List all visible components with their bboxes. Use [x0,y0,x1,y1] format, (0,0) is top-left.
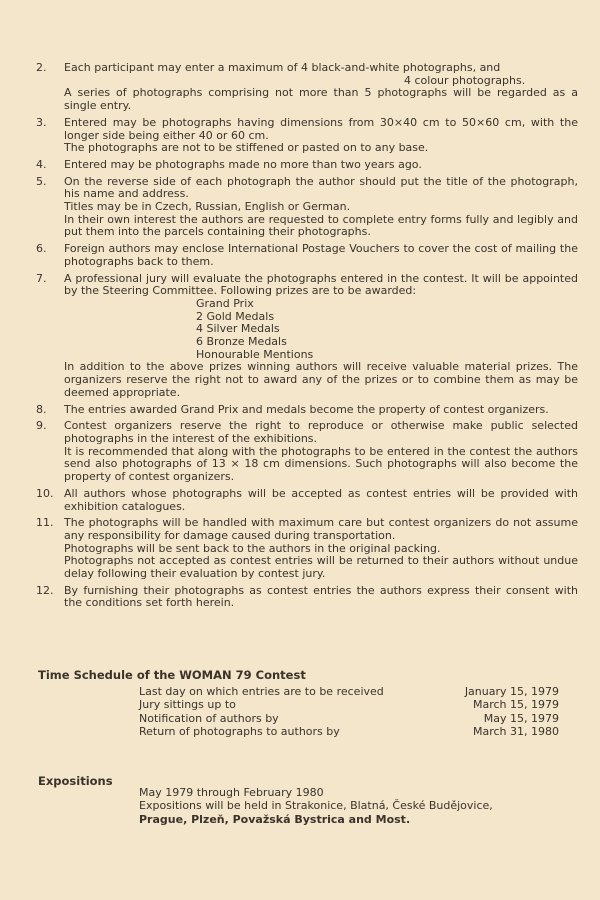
rule-7 [36,273,578,400]
rule-text: Contest organizers reserve the right to reproduce or otherwise make public selected photographs in the interest of the exhibitions. [64,419,578,445]
expositions-block [139,786,579,826]
rule-text: Photographs not accepted as contest entries will be returned to their authors without undue delay following their evaluation by contest jury. [64,554,578,581]
schedule-row [139,725,559,738]
schedule-row [139,712,559,725]
expositions-places: Prague, Plzeň, Považská Bystrica and Most. [139,812,411,826]
rule-4 [36,159,578,172]
rule-number: 2. [36,61,47,74]
rule-text: Each participant may enter a maximum of 4 black-and-white photographs, and [64,61,501,74]
rule-text: 4 colour photographs. [404,73,526,87]
rule-10 [36,488,578,513]
schedule-date: March 15, 1979 [472,698,559,712]
schedule-table [139,685,559,738]
rule-text: Photographs will be sent back to the authors in the original packing. [64,541,441,555]
rule-5 [36,176,578,240]
rule-text: A series of photographs comprising not more than 5 photographs will be regarded as a single entry. [64,86,578,113]
rule-text: The entries awarded Grand Prix and medals become the property of contest organizers. [64,402,549,416]
rule-number: 9. [36,419,47,433]
prize-item: Grand Prix [196,296,254,310]
prize-item: 6 Bronze Medals [196,335,287,349]
rule-9 [36,420,578,484]
schedule-label: Return of photographs to authors by [139,724,340,738]
prize-item: Honourable Mentions [196,347,314,361]
rule-number: 7. [36,271,47,285]
schedule-date: May 15, 1979 [483,711,559,725]
rule-number: 8. [36,402,47,416]
rule-12 [36,585,578,610]
rule-text: Titles may be in Czech, Russian, English or German. [64,200,351,214]
rule-number: 5. [36,174,47,188]
rule-number: 4. [36,157,47,171]
rule-6 [36,243,578,268]
schedule-date: January 15, 1979 [464,685,559,698]
rule-text: A professional jury will evaluate the photographs entered in the contest. It will be appointed by the Steering Committee. Following prizes are to be awarded: [64,271,578,298]
schedule-row [139,685,559,698]
rule-text: The photographs will be handled with maximum care but contest organizers do not assume any responsibility for damage caused during transportation. [64,516,578,542]
rule-text: On the reverse side of each photograph the author should put the title of the photograph, his name and address. [64,174,578,201]
schedule-title: Time Schedule of the WOMAN 79 Contest [38,668,306,682]
schedule-label: Last day on which entries are to be received [139,685,384,698]
prize-list [64,298,578,362]
rule-3 [36,117,578,155]
rule-text: It is recommended that along with the photographs to be entered in the contest the authors send also photographs of 13 × 18 cm dimensions. Such photographs will also become the property of contest organizers. [64,444,578,484]
prize-item: 2 Gold Medals [196,309,275,323]
expositions-text: Expositions will be held in Strakonice, Blatná, České Budějovice, [139,799,493,813]
rule-number: 3. [36,115,47,129]
rule-number: 12. [36,583,54,597]
schedule-row [139,698,559,711]
rule-text: In their own interest the authors are requested to complete entry forms fully and legibly and put them into the parcels containing their photographs. [64,212,578,239]
rule-text: Entered may be photographs made no more than two years ago. [64,157,422,171]
rule-text: All authors whose photographs will be accepted as contest entries will be provided with exhibition catalogues. [64,486,578,513]
rule-text: By furnishing their photographs as contest entries the authors express their consent with the conditions set forth herein. [64,583,578,610]
rule-number: 6. [36,242,47,256]
schedule-label: Jury sittings up to [139,698,236,712]
rule-8 [36,404,578,417]
rule-11 [36,517,578,581]
rule-number: 10. [36,486,54,500]
schedule-date: March 31, 1980 [472,724,559,738]
expositions-title: Expositions [38,774,113,788]
rule-number: 11. [36,516,54,530]
rule-text: The photographs are not to be stiffened or pasted on to any base. [64,141,429,155]
rule-text: In addition to the above prizes winning authors will receive valuable material prizes. The organizers reserve the right not to award any of the prizes or to combine them as may be deemed appropriate. [64,360,578,399]
rule-text: Entered may be photographs having dimensions from 30×40 cm to 50×60 cm, with the longer side being either 40 or 60 cm. [64,115,578,142]
expositions-period: May 1979 through February 1980 [139,786,324,799]
schedule-label: Notification of authors by [139,711,279,725]
prize-item: 4 Silver Medals [196,322,280,336]
rules-list [36,62,578,614]
rule-2 [36,62,578,113]
rule-text: Foreign authors may enclose International Postage Vouchers to cover the cost of mailing the photographs back to them. [64,242,578,268]
